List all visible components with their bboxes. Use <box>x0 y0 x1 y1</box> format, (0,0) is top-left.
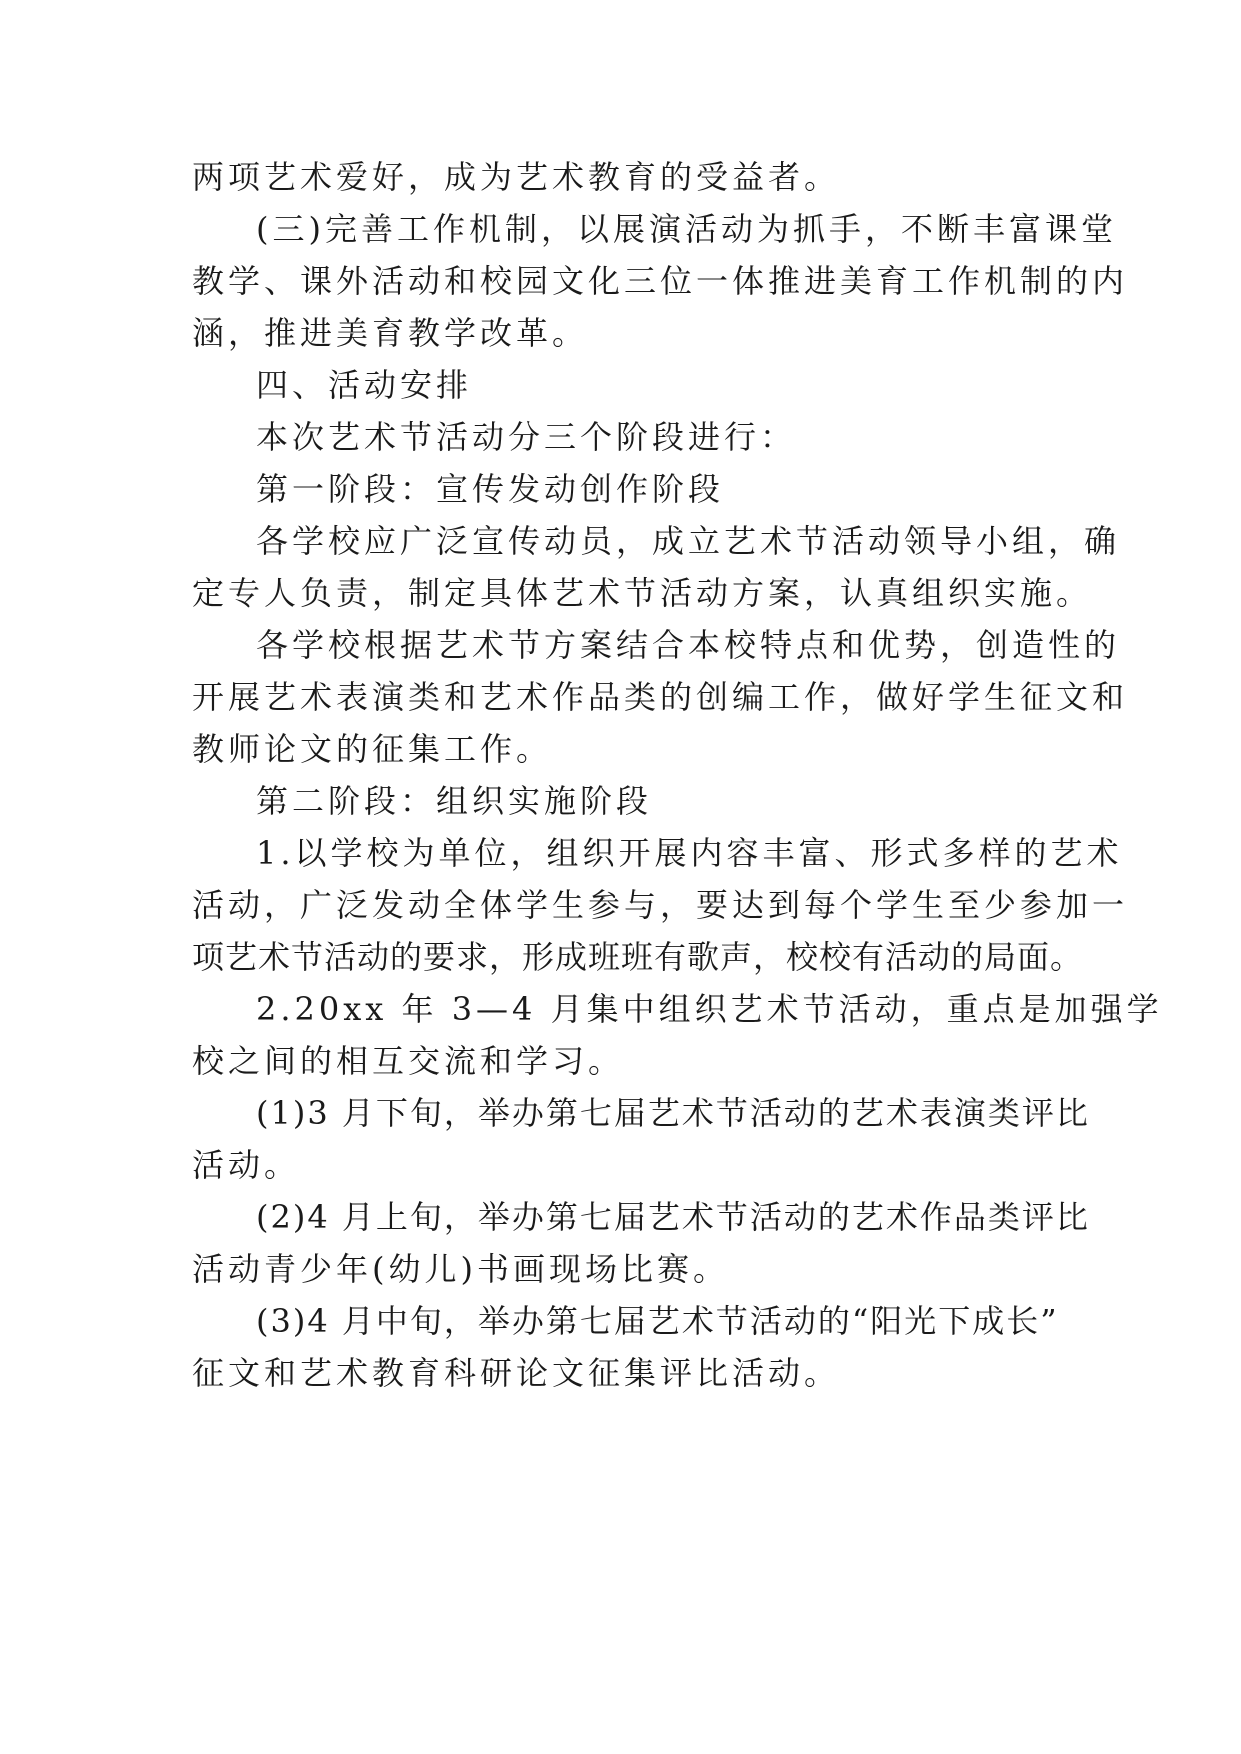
text-line: (2)4 月上旬，举办第七届艺术节活动的艺术作品类评比 <box>256 1198 1090 1236</box>
stage-heading: 第二阶段：组织实施阶段 <box>256 782 653 820</box>
text-line: (三)完善工作机制，以展演活动为抓手，不断丰富课堂 <box>256 210 1117 248</box>
text-line: 活动。 <box>192 1146 301 1184</box>
text-line: 校之间的相互交流和学习。 <box>192 1042 625 1080</box>
text-line: 活动，广泛发动全体学生参与，要达到每个学生至少参加一 <box>192 886 1129 924</box>
text-line: 定专人负责，制定具体艺术节活动方案，认真组织实施。 <box>192 574 1093 612</box>
text-line: 1.以学校为单位，组织开展内容丰富、形式多样的艺术 <box>256 834 1123 872</box>
text-line: 两项艺术爱好，成为艺术教育的受益者。 <box>192 158 841 196</box>
text-line: 本次艺术节活动分三个阶段进行： <box>256 418 797 456</box>
text-line: 开展艺术表演类和艺术作品类的创编工作，做好学生征文和 <box>192 678 1129 716</box>
section-heading: 四、活动安排 <box>256 366 473 404</box>
stage-heading: 第一阶段：宣传发动创作阶段 <box>256 470 725 508</box>
text-line: 2.20xx 年 3—4 月集中组织艺术节活动，重点是加强学 <box>256 990 1163 1028</box>
text-line: 各学校根据艺术节方案结合本校特点和优势，创造性的 <box>256 626 1121 664</box>
text-line: 活动青少年(幼儿)书画现场比赛。 <box>192 1250 729 1288</box>
text-line: 涵，推进美育教学改革。 <box>192 314 589 352</box>
text-line: 各学校应广泛宣传动员，成立艺术节活动领导小组，确 <box>256 522 1121 560</box>
text-line: (1)3 月下旬，举办第七届艺术节活动的艺术表演类评比 <box>256 1094 1090 1132</box>
text-line: 征文和艺术教育科研论文征集评比活动。 <box>192 1354 841 1392</box>
text-line: 项艺术节活动的要求，形成班班有歌声，校校有活动的局面。 <box>192 938 1084 976</box>
text-line: 教学、课外活动和校园文化三位一体推进美育工作机制的内 <box>192 262 1129 300</box>
text-line: (3)4 月中旬，举办第七届艺术节活动的“阳光下成长” <box>256 1302 1059 1340</box>
text-line: 教师论文的征集工作。 <box>192 730 553 768</box>
